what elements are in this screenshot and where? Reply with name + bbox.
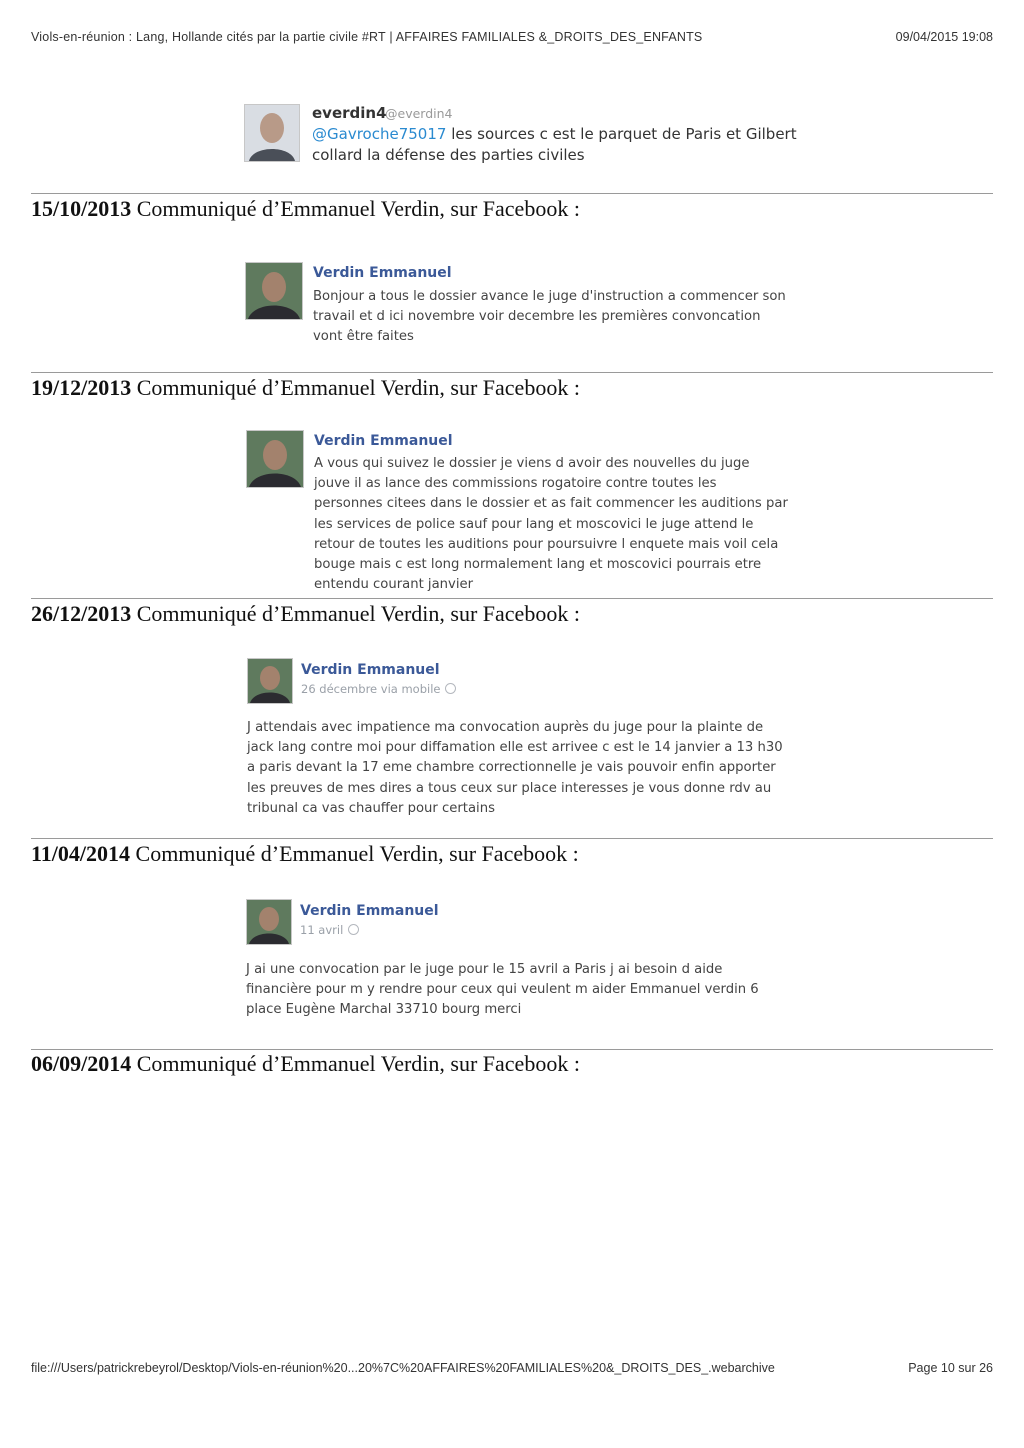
globe-icon	[348, 924, 359, 935]
section-divider	[31, 1049, 993, 1050]
post-author-name[interactable]: Verdin Emmanuel	[301, 662, 440, 678]
avatar	[247, 658, 293, 704]
user-photo-icon	[245, 105, 299, 161]
section-date: 06/09/2014	[31, 1051, 132, 1076]
page-footer-path: file:///Users/patrickrebeyrol/Desktop/Viols-en-réunion%20...20%7C%20AFFAIRES%20FAMILIALES%20&_DROITS_DES_.webarchive	[31, 1361, 775, 1375]
facebook-post	[246, 897, 806, 1022]
post-meta: 26 décembre via mobile	[301, 682, 456, 696]
tweet-body: les sources c est le parquet de Paris et Gilbert collard la défense des parties civiles	[312, 125, 797, 164]
tweet-mention: @Gavroche75017	[312, 125, 447, 143]
globe-icon	[445, 683, 456, 694]
user-photo-icon	[248, 659, 292, 703]
tweet-author-handle: @everdin4	[385, 106, 453, 121]
avatar	[245, 262, 303, 320]
section-divider	[31, 193, 993, 194]
post-text: J ai une convocation par le juge pour le 15 avril a Paris j ai besoin d aide financière pour m y rendre pour ceux qui veulent m aider Emmanuel verdin 6 place Eugène Marchal 33710 bourg merci	[246, 962, 759, 1018]
post-meta: 11 avril	[300, 923, 359, 937]
section-title: Communiqué d’Emmanuel Verdin, sur Facebook :	[131, 196, 580, 221]
section-heading	[31, 375, 580, 401]
facebook-post	[246, 430, 806, 593]
user-photo-icon	[246, 263, 302, 319]
facebook-post	[245, 260, 805, 360]
facebook-post	[247, 656, 807, 821]
user-photo-icon	[247, 431, 303, 487]
avatar	[246, 430, 304, 488]
section-divider	[31, 838, 993, 839]
section-title: Communiqué d’Emmanuel Verdin, sur Facebook :	[131, 1051, 580, 1076]
post-author-name[interactable]: Verdin Emmanuel	[300, 903, 439, 919]
section-heading	[31, 196, 580, 222]
section-title: Communiqué d’Emmanuel Verdin, sur Facebook :	[130, 841, 579, 866]
section-heading	[31, 1051, 580, 1077]
section-divider	[31, 372, 993, 373]
tweet-card	[244, 102, 804, 168]
post-text: A vous qui suivez le dossier je viens d avoir des nouvelles du juge jouve il as lance des commissions rogatoire contre toutes les personnes citees dans le dossier et as fait commencer les auditions par les services de police sauf pour lang et moscovici le juge attend le retour de toutes les auditions pour poursuivre l enquete mais voil cela bouge mais c est long normalement lang et moscovici pourrais etre entendu courant janvier	[314, 456, 788, 593]
page-header-title: Viols-en-réunion : Lang, Hollande cités par la partie civile #RT | AFFAIRES FAMILIALES &_DROITS_DES_ENFANTS	[31, 30, 703, 44]
tweet-author-name: everdin4	[312, 104, 387, 122]
post-text: Bonjour a tous le dossier avance le juge d'instruction a commencer son travail et d ici novembre voir decembre les premières convoncation vont être faites	[313, 289, 786, 345]
section-date: 11/04/2014	[31, 841, 131, 866]
page-header-datetime: 09/04/2015 19:08	[895, 30, 993, 44]
section-date: 19/12/2013	[31, 375, 132, 400]
page-number: Page 10 sur 26	[908, 1361, 993, 1375]
section-title: Communiqué d’Emmanuel Verdin, sur Facebook :	[131, 375, 580, 400]
section-title: Communiqué d’Emmanuel Verdin, sur Facebook :	[131, 601, 580, 626]
tweet-text	[312, 124, 802, 166]
section-date: 15/10/2013	[31, 196, 132, 221]
post-author-name[interactable]: Verdin Emmanuel	[314, 433, 453, 449]
avatar	[246, 899, 292, 945]
section-heading	[31, 841, 579, 867]
section-divider	[31, 598, 993, 599]
section-date: 26/12/2013	[31, 601, 132, 626]
post-text: J attendais avec impatience ma convocation auprès du juge pour la plainte de jack lang contre moi pour diffamation elle est arrivee c est le 14 janvier a 13 h30 a paris devant la 17 eme chambre correctionnelle je vais pouvoir enfin apporter les preuves de mes dires a tous ceux sur place interesses je vous donne rdv au tribunal ca vas chauffer pour certains	[247, 720, 783, 816]
user-photo-icon	[247, 900, 291, 944]
post-author-name[interactable]: Verdin Emmanuel	[313, 265, 452, 281]
section-heading	[31, 601, 580, 627]
avatar	[244, 104, 300, 162]
